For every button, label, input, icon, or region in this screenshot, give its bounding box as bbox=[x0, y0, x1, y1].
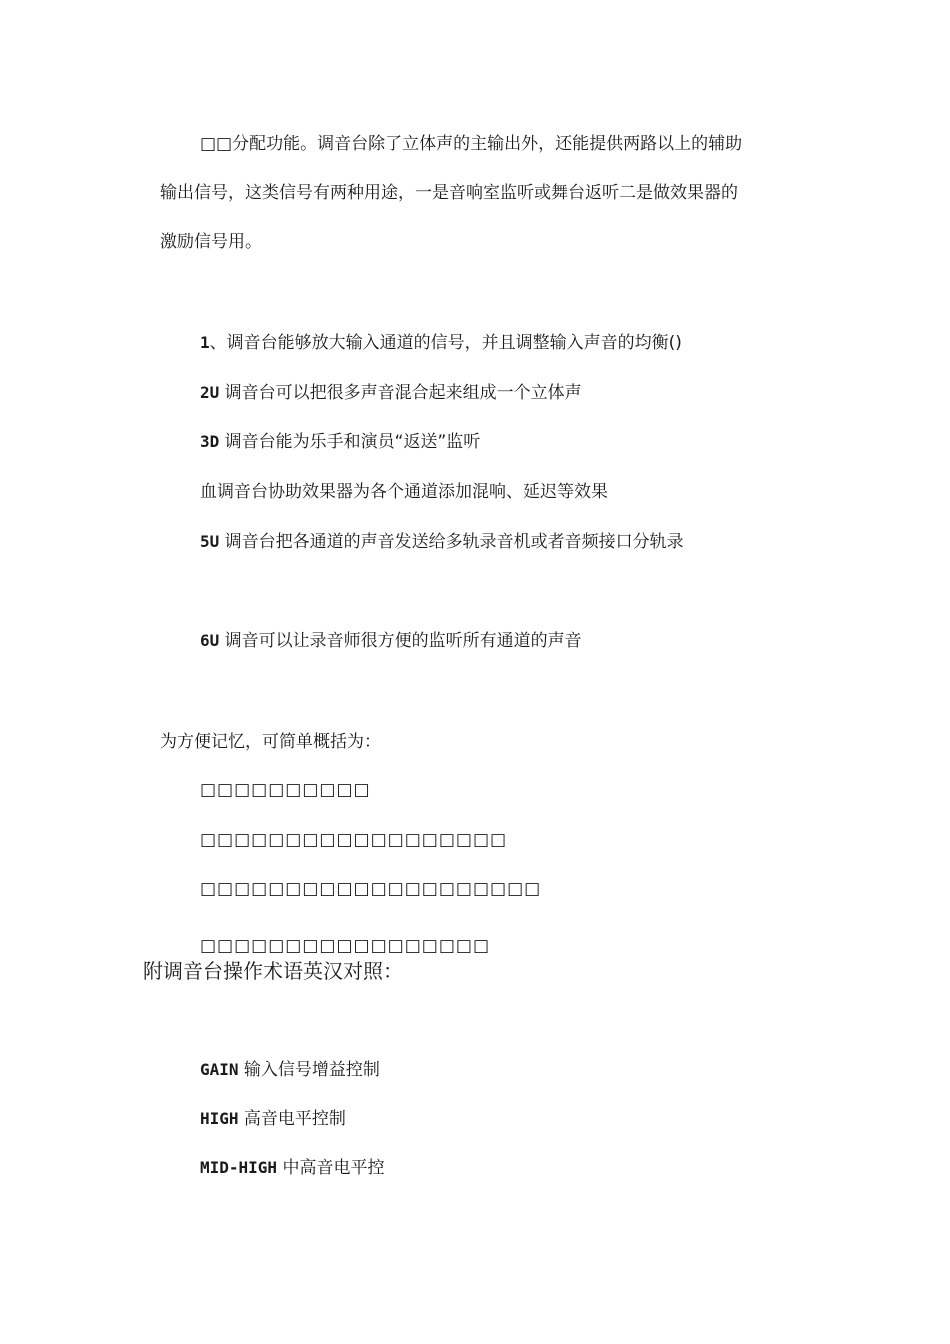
function-number: 3D bbox=[200, 432, 220, 451]
intro-line-1: □□分配功能。调音台除了立体声的主输出外，还能提供两路以上的辅助 bbox=[200, 134, 743, 154]
function-item-6 bbox=[200, 631, 582, 651]
glossary-desc: 中高音电平控 bbox=[277, 1158, 385, 1178]
function-text: 调音可以让录音师很方便的监听所有通道的声音 bbox=[219, 631, 582, 651]
function-item-3 bbox=[200, 432, 480, 452]
summary-intro: 为方便记忆，可简单概括为： bbox=[160, 732, 381, 752]
function-text: 血调音台协助效果器为各个通道添加混响、延迟等效果 bbox=[200, 482, 608, 502]
function-number: 5U bbox=[200, 532, 220, 551]
function-number: 1 bbox=[200, 333, 210, 352]
function-item-5 bbox=[200, 532, 684, 552]
function-text: 调音台可以把很多声音混合起来组成一个立体声 bbox=[219, 383, 582, 403]
intro-line-2: 输出信号，这类信号有两种用途，一是音响室监听或舞台返听二是做效果器的 bbox=[160, 183, 738, 203]
summary-line-3: □□□□□□□□□□□□□□□□□□□□ bbox=[200, 879, 542, 899]
function-number: 2U bbox=[200, 383, 220, 402]
summary-line-2: □□□□□□□□□□□□□□□□□□ bbox=[200, 830, 508, 850]
glossary-item-gain bbox=[200, 1060, 380, 1080]
intro-line-3: 激励信号用。 bbox=[160, 232, 262, 252]
function-item-1 bbox=[200, 333, 682, 353]
glossary-item-high bbox=[200, 1109, 346, 1129]
glossary-desc: 输入信号增益控制 bbox=[238, 1060, 380, 1080]
glossary-term: MID-HIGH bbox=[200, 1158, 278, 1177]
function-text: 、调音台能够放大输入通道的信号，并且调整输入声音的均衡() bbox=[209, 333, 682, 353]
glossary-term: GAIN bbox=[200, 1060, 239, 1079]
function-text: 调音台把各通道的声音发送给多轨录音机或者音频接口分轨录 bbox=[219, 532, 684, 552]
function-text: 调音台能为乐手和演员“返送”监听 bbox=[219, 432, 481, 452]
glossary-item-mid-high bbox=[200, 1158, 384, 1178]
function-item-2 bbox=[200, 383, 582, 403]
function-item-4 bbox=[200, 482, 608, 502]
summary-line-1: □□□□□□□□□□ bbox=[200, 780, 371, 800]
function-number: 6U bbox=[200, 631, 220, 650]
glossary-term: HIGH bbox=[200, 1109, 239, 1128]
glossary-desc: 高音电平控制 bbox=[238, 1109, 346, 1129]
glossary-title: 附调音台操作术语英汉对照： bbox=[143, 959, 403, 983]
summary-line-4: □□□□□□□□□□□□□□□□□ bbox=[200, 936, 491, 956]
